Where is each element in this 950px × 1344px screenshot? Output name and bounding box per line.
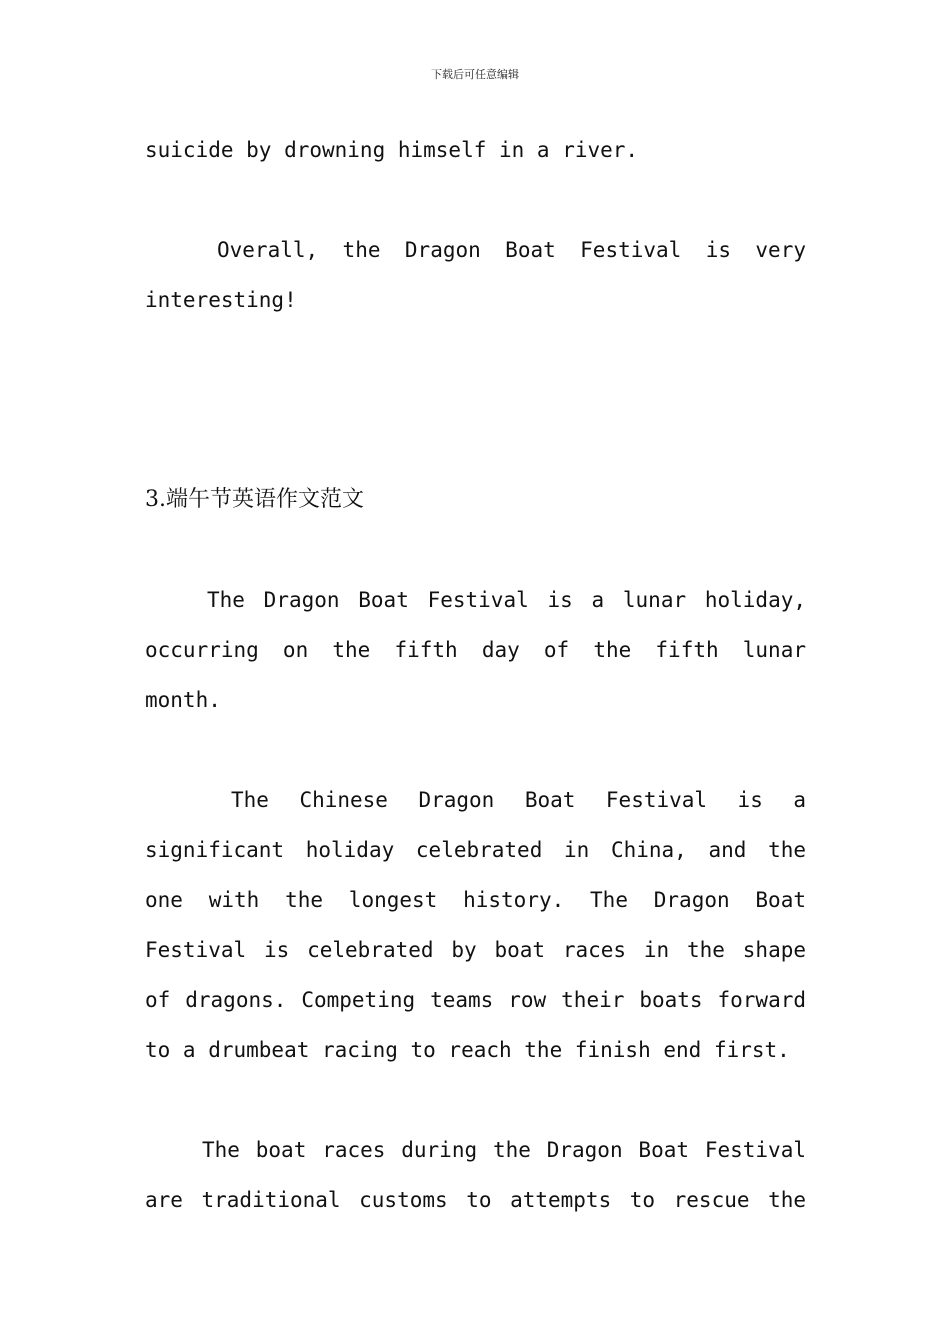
text-line: significant holiday celebrated in China, and the [145,838,806,862]
paragraph-5 [145,1125,806,1225]
section-heading: 3.端午节英语作文范文 [145,487,364,512]
text-line: The Dragon Boat Festival is a lunar holiday, [207,588,806,612]
text-line: occurring on the fifth day of the fifth lunar [145,638,806,662]
text-line: Overall, the Dragon Boat Festival is very [217,238,806,262]
text-line: interesting! [145,288,297,312]
paragraph-3 [145,575,806,725]
paragraph-2 [145,225,806,325]
text-line: month. [145,688,221,712]
document-body [145,125,806,1275]
text-line: The Chinese Dragon Boat Festival is a [231,788,806,812]
text-line: to a drumbeat racing to reach the finish end first. [145,1038,790,1062]
text-line: are traditional customs to attempts to rescue the [145,1188,806,1212]
text-line: The boat races during the Dragon Boat Festival [202,1138,806,1162]
text-line: Festival is celebrated by boat races in the shape [145,938,806,962]
text-line: one with the longest history. The Dragon Boat [145,888,806,912]
paragraph-4 [145,775,806,1075]
page-header: 下载后可任意编辑 [431,68,519,81]
text-line: suicide by drowning himself in a river. [145,138,639,162]
paragraph-1 [145,125,806,175]
text-line: of dragons. Competing teams row their boats forward [145,988,806,1012]
